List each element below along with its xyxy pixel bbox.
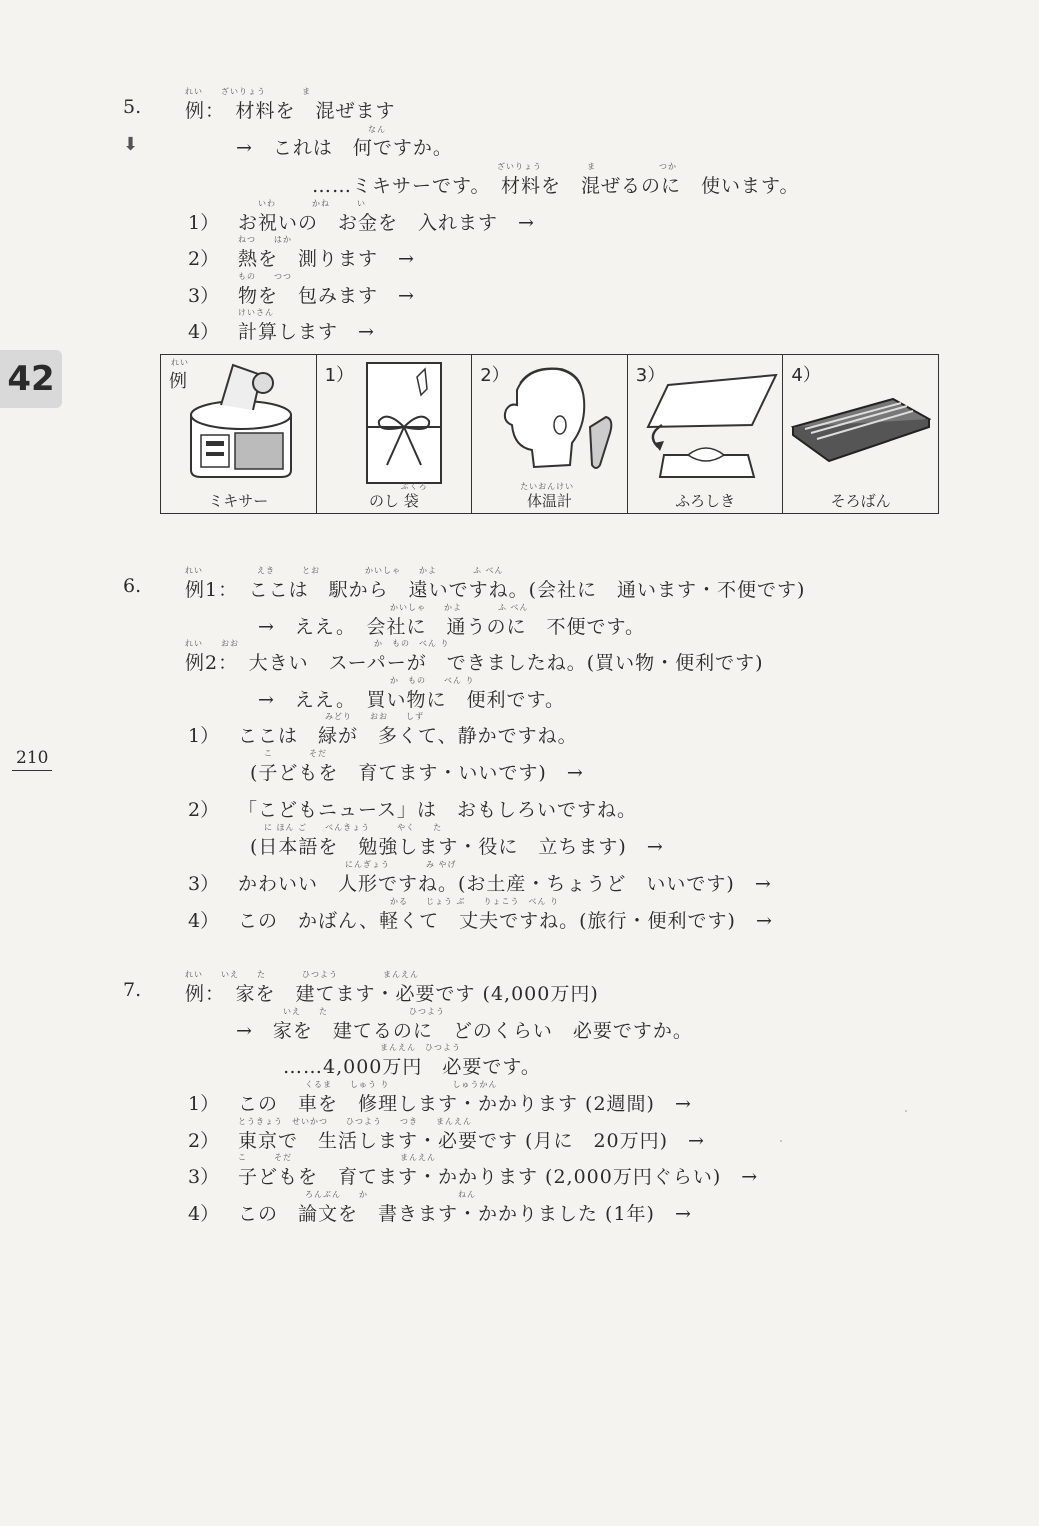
exercise-7-question: → 家を 建てるのに どのくらい 必要ですか。: [236, 1020, 693, 1042]
exercise-6-example-2: 例2： 大きい スーパーが できましたね。(買い物・便利です): [185, 652, 764, 674]
item-number: 2）: [188, 799, 220, 821]
item-number: 4）: [188, 321, 220, 343]
picture-label: 4）: [791, 365, 821, 386]
picture-label: 3）: [635, 365, 666, 386]
exercise-7-item: この 論文を 書きます・かかりました (1年) →: [238, 1203, 692, 1225]
item-number: 1）: [188, 212, 220, 234]
picture-abacus: [783, 355, 938, 513]
exercise-5-example: 例： 材料を 混ぜます: [185, 100, 396, 122]
item-number: 4）: [188, 1203, 220, 1225]
mixer-icon: [161, 355, 316, 490]
ruby: ぶくろ: [400, 482, 428, 491]
ruby: みどり おお しず: [325, 712, 424, 721]
item-number: 4）: [188, 910, 220, 932]
ruby: こ そだ: [264, 749, 327, 758]
ruby: けいさん: [238, 308, 274, 317]
exercise-5-item: 計算します →: [238, 321, 375, 343]
ruby: いわ かね い: [258, 199, 366, 208]
exercise-7-answer: ……4,000万円 必要です。: [283, 1056, 541, 1078]
ruby: かいしゃ かよ ふ べん: [390, 603, 529, 612]
ruby: か もの べん り: [390, 676, 475, 685]
item-number: 3）: [188, 285, 220, 307]
ruby: こ そだ まんえん: [238, 1153, 436, 1162]
ear-thermometer-icon: [472, 355, 627, 490]
exercise-7-number: 7.: [123, 979, 142, 1001]
picture-noshi-bag: [317, 355, 473, 513]
exercise-5-item: 物を 包みます →: [238, 285, 415, 307]
exercise-6-answer-2: → ええ。 買い物に 便利です。: [258, 689, 566, 711]
envelope-icon: [317, 355, 472, 490]
exercise-6-item: かわいい 人形ですね。(お土産・ちょうど いいです) →: [238, 873, 772, 895]
picture-grid: [160, 354, 939, 514]
exercise-7-item: 子どもを 育てます・かかります (2,000万円ぐらい) →: [238, 1166, 759, 1188]
ruby: くるま しゅう り しゅうかん: [305, 1080, 498, 1089]
exercise-6-item: ここは 緑が 多くて、静かですね。: [238, 725, 578, 747]
item-number: 2）: [188, 1130, 220, 1152]
item-number: 1）: [188, 1093, 220, 1115]
ruby: なん: [368, 125, 386, 134]
item-number: 3）: [188, 1166, 220, 1188]
arrow-down-icon: ⬇: [123, 134, 139, 155]
furoshiki-icon: [628, 355, 783, 490]
ruby: にんぎょう み やげ: [345, 860, 457, 869]
exercise-6-example-1: 例1： ここは 駅から 遠いですね。(会社に 通います・不便です): [185, 579, 806, 601]
ruby: もの つつ: [238, 272, 292, 281]
exercise-7-item: 東京で 生活します・必要です (月に 20万円) →: [238, 1130, 705, 1152]
ruby: ろんぶん か ねん: [305, 1190, 476, 1199]
exercise-6-number: 6.: [123, 575, 142, 597]
picture-label: 例: [169, 371, 187, 392]
ruby: れい ざいりょう ま: [185, 87, 311, 96]
exercise-7-item: この 車を 修理します・かかります (2週間) →: [238, 1093, 692, 1115]
exercise-5-item: 熱を 測ります →: [238, 248, 415, 270]
picture-mixer: [161, 355, 317, 513]
exercise-5-item: お祝いの お金を 入れます →: [238, 212, 535, 234]
item-number: 1）: [188, 725, 220, 747]
scan-speck: [905, 1110, 907, 1112]
picture-caption: ふろしき: [675, 492, 736, 510]
ruby: ねつ はか: [238, 235, 292, 244]
picture-label: 2）: [480, 365, 510, 386]
picture-caption: そろばん: [830, 492, 891, 510]
ruby: かる じょう ぶ りょこう べん り: [390, 897, 560, 906]
chapter-tab: 42: [0, 350, 62, 408]
exercise-6-answer-1: → ええ。 会社に 通うのに 不便です。: [258, 616, 646, 638]
picture-label: 1）: [324, 365, 355, 386]
exercise-6-item-hint: (子どもを 育てます・いいです) →: [250, 762, 584, 784]
picture-caption: 体温計: [526, 492, 572, 510]
ruby: れい おお か もの べん り: [185, 639, 450, 648]
scan-speck: [780, 1140, 782, 1142]
abacus-icon: [783, 355, 938, 490]
ruby: に ほん ご べんきょう やく た: [264, 823, 443, 832]
exercise-7-example: 例： 家を 建てます・必要です (4,000万円): [185, 983, 599, 1005]
ruby: れい いえ た ひつよう まんえん: [185, 970, 419, 979]
ruby: たいおんけい: [520, 482, 575, 491]
picture-thermometer: [472, 355, 628, 513]
item-number: 3）: [188, 873, 220, 895]
exercise-6-item: この かばん、軽くて 丈夫ですね。(旅行・便利です) →: [238, 910, 773, 932]
ruby: ざいりょう ま つか: [497, 162, 677, 171]
exercise-6-item-hint: (日本語を 勉強します・役に 立ちます) →: [250, 836, 664, 858]
item-number: 2）: [188, 248, 220, 270]
picture-caption: のし 袋: [369, 492, 419, 510]
page-number: 210: [12, 748, 52, 771]
exercise-5-number: 5.: [123, 96, 142, 118]
ruby: れい えき とお かいしゃ かよ ふ べん: [185, 566, 504, 575]
ruby: とうきょう せいかつ ひつよう つき まんえん: [238, 1117, 472, 1126]
ruby: まんえん ひつよう: [380, 1043, 461, 1052]
exercise-5-question: → これは 何ですか。: [236, 137, 453, 159]
picture-furoshiki: [628, 355, 784, 513]
exercise-5-answer: ……ミキサーです。 材料を 混ぜるのに 使います。: [312, 175, 800, 197]
ruby: れい: [171, 358, 189, 367]
ruby: いえ た ひつよう: [283, 1007, 445, 1016]
exercise-6-item: 「こどもニュース」は おもしろいですね。: [238, 799, 638, 821]
picture-caption: ミキサー: [208, 492, 269, 510]
